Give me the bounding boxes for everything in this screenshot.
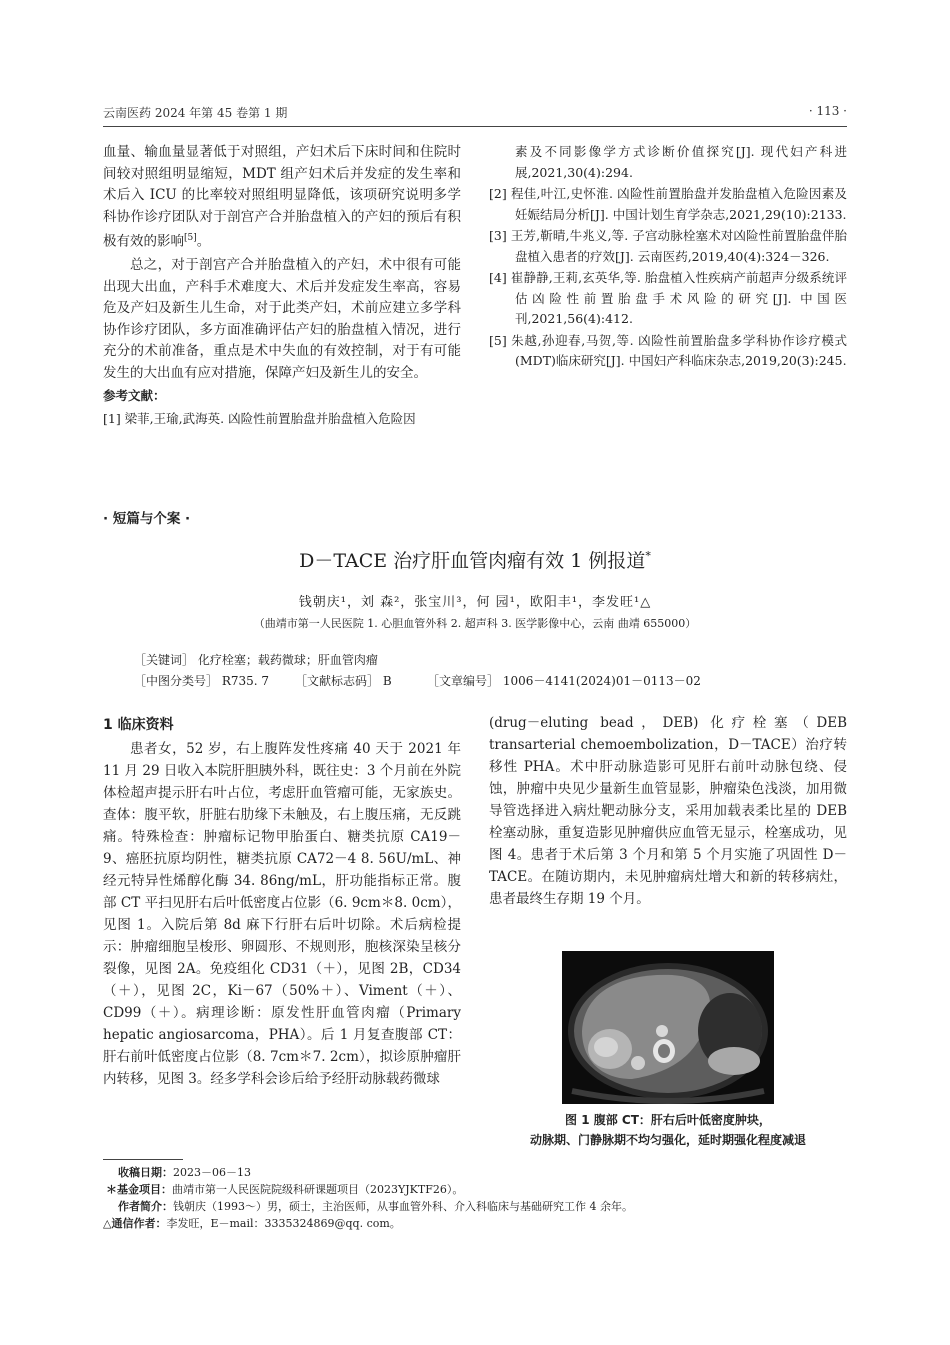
section-1-heading: 1 临床资料 xyxy=(103,717,174,733)
clc-label: ［中图分类号］ xyxy=(134,674,219,688)
prev-article-right-column xyxy=(489,142,847,372)
prev-paragraph-1-end: 。 xyxy=(196,233,211,250)
reference-3: [3] 王芳,靳晴,牛兆义,等. 子宫动脉栓塞术对凶险性前置胎盘伴胎盘植入患者的疗效[J]. 云南医药,2019,40(4):324－326. xyxy=(489,228,847,264)
reference-4: [4] 崔静静,王莉,玄英华,等. 胎盘植入性疾病产前超声分级系统评估凶险性前置胎盘手术风险的研究[J]. 中国医刊,2021,56(4):412. xyxy=(489,270,847,326)
corresponding-author xyxy=(103,1215,847,1232)
page-number: · 113 · xyxy=(808,104,847,118)
header-rule xyxy=(103,126,847,127)
keywords-value: 化疗栓塞；载药微球；肝血管肉瘤 xyxy=(197,653,378,667)
figure-1-caption-line-2: 动脉期、门静脉期不均匀强化，延时期强化程度减退 xyxy=(529,1133,806,1147)
fund-note xyxy=(103,1181,847,1198)
case-paragraph-left: 患者女，52 岁，右上腹阵发性疼痛 40 天于 2021 年 11 月 29 日收入本院肝胆胰外科，既往史：3 个月前在外院体检超声提示肝右叶占位，考虑肝血管瘤可能，无家族史。查体：腹平软，肝脏右肋缘下未触及，右上腹压痛，无反跳痛。特殊检查：肿瘤标记物甲胎蛋白、糖类抗原 CA19－9、癌胚抗原均阴性，糖类抗原 CA72－4 8. 56U/mL、神经元特异性烯醇化酶 34. 86ng/mL，肝功能指标正常。腹部 CT 平扫见肝右后叶低密度占位影（6. 9cm＊8. 0cm），见图 1。入院后第 8d 麻下行肝右后叶切除。术后病检提示：肿瘤细胞呈梭形、卵圆形、不规则形，胞核深染呈核分裂像，见图 2A。免疫组化 CD31（＋），见图 2B，CD34（＋），见图 2C，Ki－67（50%＋）、Viment（＋）、CD99（＋）。病理诊断：原发性肝血管肉瘤（Primary hepatic angiosarcoma，PHA）。后 1 月复查腹部 CT：肝右前叶低密度占位影（8. 7cm＊7. 2cm），拟诊原肿瘤肝内转移，见图 3。经多学科会诊后给予经肝动脉载药微球 xyxy=(103,741,461,1087)
keywords-label: ［关键词］ xyxy=(134,653,195,667)
corresponding-label: △通信作者： xyxy=(103,1217,167,1230)
doc-code-label: ［文献标志码］ xyxy=(295,674,380,688)
article-no-line xyxy=(427,672,701,689)
references-label: 参考文献： xyxy=(103,388,166,403)
article-no-label: ［文章编号］ xyxy=(427,674,500,688)
affiliation: （曲靖市第一人民医院 1. 心胆血管外科 2. 超声科 3. 医学影像中心，云南 曲靖 655000） xyxy=(253,617,697,630)
figure-1-ct-image xyxy=(562,951,774,1104)
fund-value: 曲靖市第一人民医院院级科研课题项目（2023YJKTF26）。 xyxy=(172,1183,464,1196)
body-right-column xyxy=(489,712,847,910)
figure-1-caption-line-1: 图 1 腹部 CT：肝右后叶低密度肿块， xyxy=(565,1113,771,1127)
title-fund-mark: * xyxy=(645,549,651,563)
corresponding-value: 李发旺，E－mail：3335324869@qq. com。 xyxy=(166,1217,401,1230)
keywords-line xyxy=(134,651,378,668)
footnotes xyxy=(103,1164,847,1232)
received-value: 2023－06－13 xyxy=(173,1166,251,1179)
clc-value: R735. 7 xyxy=(221,674,270,688)
body-left-column xyxy=(103,738,461,1090)
article-title-text: D－TACE 治疗肝血管肉瘤有效 1 例报道 xyxy=(299,550,646,572)
reference-1-continued: 素及不同影像学方式诊断价值探究[J]. 现代妇产科进展,2021,30(4):294. xyxy=(515,144,847,180)
reference-1: [1] 梁菲,王瑜,武海英. 凶险性前置胎盘并胎盘植入危险因 xyxy=(103,410,416,426)
figure-1-caption xyxy=(489,1110,847,1150)
fund-label: ＊基金项目： xyxy=(106,1183,172,1196)
article-title xyxy=(0,546,950,573)
author-bio xyxy=(103,1198,847,1215)
prev-article-left-column xyxy=(103,142,461,429)
article-no-value: 1006－4141(2024)01－0113－02 xyxy=(502,674,701,688)
case-paragraph-right: (drug－eluting bead，DEB) 化疗栓塞（DEB transarterial chemoembolization，D－TACE）治疗转移性 PHA。术中肝动脉造影可见肝右前叶动脉包绕、侵蚀，肿瘤中央见少量新生血管显影，肿瘤染色浅淡，加用微导管选择进入病灶靶动脉分支，采用加载表柔比星的 DEB 栓塞动脉，重复造影见肿瘤供应血管无显示，栓塞成功，见图 4。患者于术后第 3 个月和第 5 个月实施了巩固性 D－TACE。在随访期内，未见肿瘤病灶增大和新的转移病灶，患者最终生存期 19 个月。 xyxy=(489,715,847,907)
footnote-rule xyxy=(103,1159,183,1160)
author-bio-label: 作者简介： xyxy=(118,1200,173,1213)
clc-line xyxy=(134,672,269,689)
reference-2: [2] 程佳,叶江,史怀淮. 凶险性前置胎盘并发胎盘植入危险因素及妊娠结局分析[J]. 中国计划生育学杂志,2021,29(10):2133. xyxy=(489,186,847,222)
author-bio-value: 钱朝庆（1993～）男，硕士，主治医师，从事血管外科、介入科临床与基础研究工作 4 余年。 xyxy=(173,1200,633,1213)
ct-scan-illustration xyxy=(562,951,774,1104)
received-date xyxy=(103,1164,847,1181)
authors: 钱朝庆¹，刘 森²，张宝川³，何 园¹，欧阳丰¹，李发旺¹△ xyxy=(298,595,652,610)
received-label: 收稿日期： xyxy=(118,1166,173,1179)
doc-code-value: B xyxy=(382,674,392,688)
section-tag: · 短篇与个案 · xyxy=(103,511,191,527)
journal-header: 云南医药 2024 年第 45 卷第 1 期 xyxy=(103,106,288,120)
prev-paragraph-1 xyxy=(103,142,461,253)
citation-5: [5] xyxy=(184,233,197,243)
doc-code-line xyxy=(295,672,392,689)
reference-5: [5] 朱越,孙迎春,马贺,等. 凶险性前置胎盘多学科协作诊疗模式(MDT)临床研究[J]. 中国妇产科临床杂志,2019,20(3):245. xyxy=(489,332,847,368)
prev-paragraph-2: 总之，对于剖宫产合并胎盘植入的产妇，术中很有可能出现大出血，产科手术难度大、术后并发症发生率高，容易危及产妇及新生儿生命，对于此类产妇，术前应建立多学科协作诊疗团队，多方面准确评估产妇的胎盘植入情况，进行充分的术前准备，重点是术中失血的有效控制，对于有可能发生的大出血有应对措施，保障产妇及新生儿的安全。 xyxy=(103,257,461,381)
prev-paragraph-1-text: 血量、输血量显著低于对照组，产妇术后下床时间和住院时间较对照组明显缩短，MDT 组产妇术后并发症的发生率和术后入 ICU 的比率较对照组明显降低，该项研究说明多学科协作诊疗团队对于剖宫产合并胎盘植入的产妇的预后有积极有效的影响 xyxy=(103,144,461,250)
